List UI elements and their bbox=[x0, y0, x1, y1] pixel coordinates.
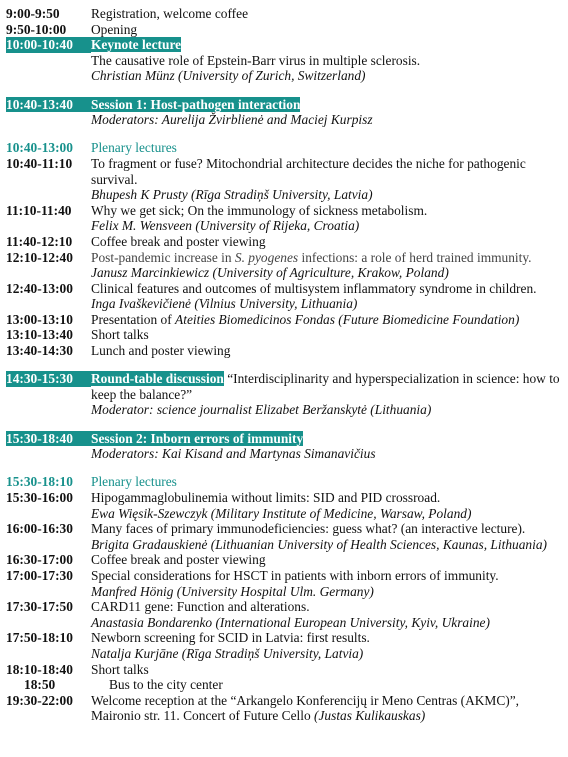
text-fragment: S. pyogenes bbox=[234, 249, 299, 265]
session-content bbox=[91, 490, 562, 521]
schedule-row bbox=[6, 140, 562, 156]
session-content bbox=[91, 693, 562, 724]
text-fragment: Post-pandemic increase in bbox=[91, 249, 235, 265]
time-slot: 13:40-14:30 bbox=[6, 343, 73, 359]
session-content bbox=[91, 37, 562, 84]
time-slot: 16:00-16:30 bbox=[6, 521, 73, 537]
talk-title: Clinical features and outcomes of multisystem inflammatory syndrome in children. bbox=[91, 280, 537, 296]
schedule-row bbox=[6, 630, 562, 661]
schedule-row bbox=[6, 371, 562, 418]
session-heading-label: Round-table discussion bbox=[91, 371, 224, 387]
time-slot: 12:10-12:40 bbox=[6, 249, 73, 265]
speaker-affiliation: Manfred Hönig (University Hospital Ulm. Germany) bbox=[91, 583, 374, 599]
schedule-row bbox=[6, 281, 562, 312]
talk-title: Why we get sick; On the immunology of sickness metabolism. bbox=[91, 202, 428, 218]
schedule-row bbox=[6, 431, 562, 462]
schedule-row bbox=[6, 693, 562, 724]
time-slot: 9:50-10:00 bbox=[6, 21, 67, 37]
time-slot: 17:00-17:30 bbox=[6, 567, 73, 583]
time-slot: 10:40-13:40 bbox=[6, 97, 91, 113]
time-slot: 18:50 bbox=[24, 677, 56, 693]
speaker-affiliation: Moderators: Aurelija Žvirblienė and Maciej Kurpisz bbox=[91, 112, 373, 128]
session-content bbox=[91, 630, 562, 661]
schedule-row bbox=[6, 599, 562, 630]
talk-title: CARD11 gene: Function and alterations. bbox=[91, 599, 310, 615]
session-content bbox=[91, 156, 562, 203]
speaker-affiliation: Brigita Gradauskienė (Lithuanian University of Health Sciences, Kaunas, Lithuania) bbox=[91, 536, 547, 552]
time-slot: 11:40-12:10 bbox=[6, 233, 73, 249]
session-content bbox=[91, 371, 562, 418]
talk-title: To fragment or fuse? Mitochondrial architecture decides the niche for pathogenic survival. bbox=[91, 155, 526, 187]
schedule-row bbox=[6, 6, 562, 22]
session-heading-label: Keynote lecture bbox=[91, 37, 182, 53]
session-content bbox=[91, 474, 562, 490]
text-fragment: Maironio str. 11. Concert of Future Cello bbox=[91, 708, 315, 724]
schedule-row bbox=[6, 327, 562, 343]
speaker-affiliation: Felix M. Wensveen (University of Rijeka, Croatia) bbox=[91, 218, 360, 234]
session-content bbox=[91, 521, 562, 552]
text-fragment: Ateities Biomedicinos Fondas (Future Biomedicine Foundation) bbox=[175, 311, 520, 327]
talk-title: Short talks bbox=[91, 661, 149, 677]
session-content bbox=[91, 6, 562, 22]
schedule-row bbox=[6, 250, 562, 281]
time-slot: 13:00-13:10 bbox=[6, 311, 73, 327]
schedule-row bbox=[6, 677, 562, 693]
session-content bbox=[91, 431, 562, 462]
session-content bbox=[91, 234, 562, 250]
time-slot: 13:10-13:40 bbox=[6, 327, 73, 343]
schedule-row bbox=[6, 234, 562, 250]
session-heading bbox=[91, 97, 562, 113]
speaker-affiliation: Janusz Marcinkiewicz (University of Agriculture, Krakow, Poland) bbox=[91, 265, 449, 281]
session-content bbox=[91, 250, 562, 281]
talk-title: Hipogammaglobulinemia without limits: SID and PID crossroad. bbox=[91, 490, 441, 505]
speaker-affiliation: Anastasia Bondarenko (International European University, Kyiv, Ukraine) bbox=[91, 614, 490, 630]
talk-title: Coffee break and poster viewing bbox=[91, 552, 266, 568]
session-content bbox=[109, 677, 562, 693]
schedule-row bbox=[6, 203, 562, 234]
session-heading-label: Session 2: Inborn errors of immunity bbox=[91, 430, 304, 446]
schedule-row bbox=[6, 156, 562, 203]
talk-title: Special considerations for HSCT in patients with inborn errors of immunity. bbox=[91, 567, 499, 583]
talk-title: Opening bbox=[91, 21, 138, 37]
talk-title: Welcome reception at the “Arkangelo Konferencijų ir Meno Centras (AKMC)”, bbox=[91, 692, 520, 708]
session-content bbox=[91, 662, 562, 678]
session-content bbox=[91, 281, 562, 312]
talk-title: Newborn screening for SCID in Latvia: first results. bbox=[91, 630, 370, 646]
text-fragment: “Interdisciplinarity and hyperspecialization in science: how to keep the balance?” bbox=[91, 371, 560, 402]
time-slot: 12:40-13:00 bbox=[6, 280, 73, 296]
plenary-label: Plenary lectures bbox=[91, 140, 177, 156]
speaker-affiliation: Ewa Więsik-Szewczyk (Military Institute of Medicine, Warsaw, Poland) bbox=[91, 505, 472, 521]
text-fragment: infections: a role of herd trained immunity. bbox=[298, 249, 532, 265]
schedule-row bbox=[6, 97, 562, 128]
talk-title: Short talks bbox=[91, 327, 149, 343]
speaker-affiliation: Moderator: science journalist Elizabet Beržanskytė (Lithuania) bbox=[91, 402, 432, 418]
schedule-row bbox=[6, 474, 562, 490]
session-content bbox=[91, 140, 562, 156]
content-line bbox=[91, 250, 562, 266]
time-slot: 15:30-18:10 bbox=[6, 474, 73, 490]
text-fragment: (Justas Kulikauskas) bbox=[314, 708, 426, 724]
plenary-label: Plenary lectures bbox=[91, 474, 177, 490]
talk-title: Many faces of primary immunodeficiencies: guess what? (an interactive lecture). bbox=[91, 521, 526, 537]
talk-title: Coffee break and poster viewing bbox=[91, 233, 266, 249]
session-content bbox=[91, 312, 562, 328]
schedule-row bbox=[6, 490, 562, 521]
time-slot: 16:30-17:00 bbox=[6, 552, 73, 568]
content-line bbox=[91, 371, 562, 402]
session-content bbox=[91, 568, 562, 599]
time-slot: 15:30-18:40 bbox=[6, 431, 91, 447]
schedule-row bbox=[6, 37, 562, 84]
session-content bbox=[91, 203, 562, 234]
speaker-affiliation: Christian Münz (University of Zurich, Switzerland) bbox=[91, 68, 366, 84]
time-slot: 11:10-11:40 bbox=[6, 202, 72, 218]
content-line bbox=[91, 708, 562, 724]
schedule-row bbox=[6, 343, 562, 359]
time-slot: 17:30-17:50 bbox=[6, 599, 73, 615]
talk-title: Bus to the city center bbox=[109, 677, 223, 693]
time-slot: 10:00-10:40 bbox=[6, 37, 91, 53]
schedule-row bbox=[6, 568, 562, 599]
schedule-row bbox=[6, 552, 562, 568]
speaker-affiliation: Natalja Kurjāne (Rīga Stradiņš University, Latvia) bbox=[91, 645, 364, 661]
time-slot: 10:40-13:00 bbox=[6, 140, 73, 156]
speaker-affiliation: Bhupesh K Prusty (Rīga Stradiņš University, Latvia) bbox=[91, 187, 373, 203]
schedule-row bbox=[6, 312, 562, 328]
session-content bbox=[91, 22, 562, 38]
schedule-row bbox=[6, 521, 562, 552]
time-slot: 19:30-22:00 bbox=[6, 692, 73, 708]
speaker-affiliation: Inga Ivaškevičienė (Vilnius University, Lithuania) bbox=[91, 296, 358, 312]
time-slot: 18:10-18:40 bbox=[6, 661, 73, 677]
time-slot: 9:00-9:50 bbox=[6, 6, 60, 21]
text-fragment: Presentation of bbox=[91, 311, 176, 327]
session-heading bbox=[91, 37, 562, 53]
schedule-row bbox=[6, 662, 562, 678]
session-content bbox=[91, 552, 562, 568]
session-content bbox=[91, 343, 562, 359]
time-slot: 17:50-18:10 bbox=[6, 630, 73, 646]
content-line bbox=[91, 312, 562, 328]
schedule-row bbox=[6, 22, 562, 38]
talk-title: Registration, welcome coffee bbox=[91, 6, 249, 21]
speaker-affiliation: Moderators: Kai Kisand and Martynas Simanavičius bbox=[91, 446, 376, 462]
time-slot: 15:30-16:00 bbox=[6, 490, 73, 505]
session-content bbox=[91, 327, 562, 343]
session-heading-label: Session 1: Host-pathogen interaction bbox=[91, 96, 301, 112]
talk-title: The causative role of Epstein-Barr virus in multiple sclerosis. bbox=[91, 52, 421, 68]
session-heading bbox=[91, 431, 562, 447]
time-slot: 14:30-15:30 bbox=[6, 371, 91, 387]
time-slot: 10:40-11:10 bbox=[6, 155, 73, 171]
session-content bbox=[91, 97, 562, 128]
session-content bbox=[91, 599, 562, 630]
programme bbox=[6, 6, 562, 724]
talk-title: Lunch and poster viewing bbox=[91, 343, 231, 359]
